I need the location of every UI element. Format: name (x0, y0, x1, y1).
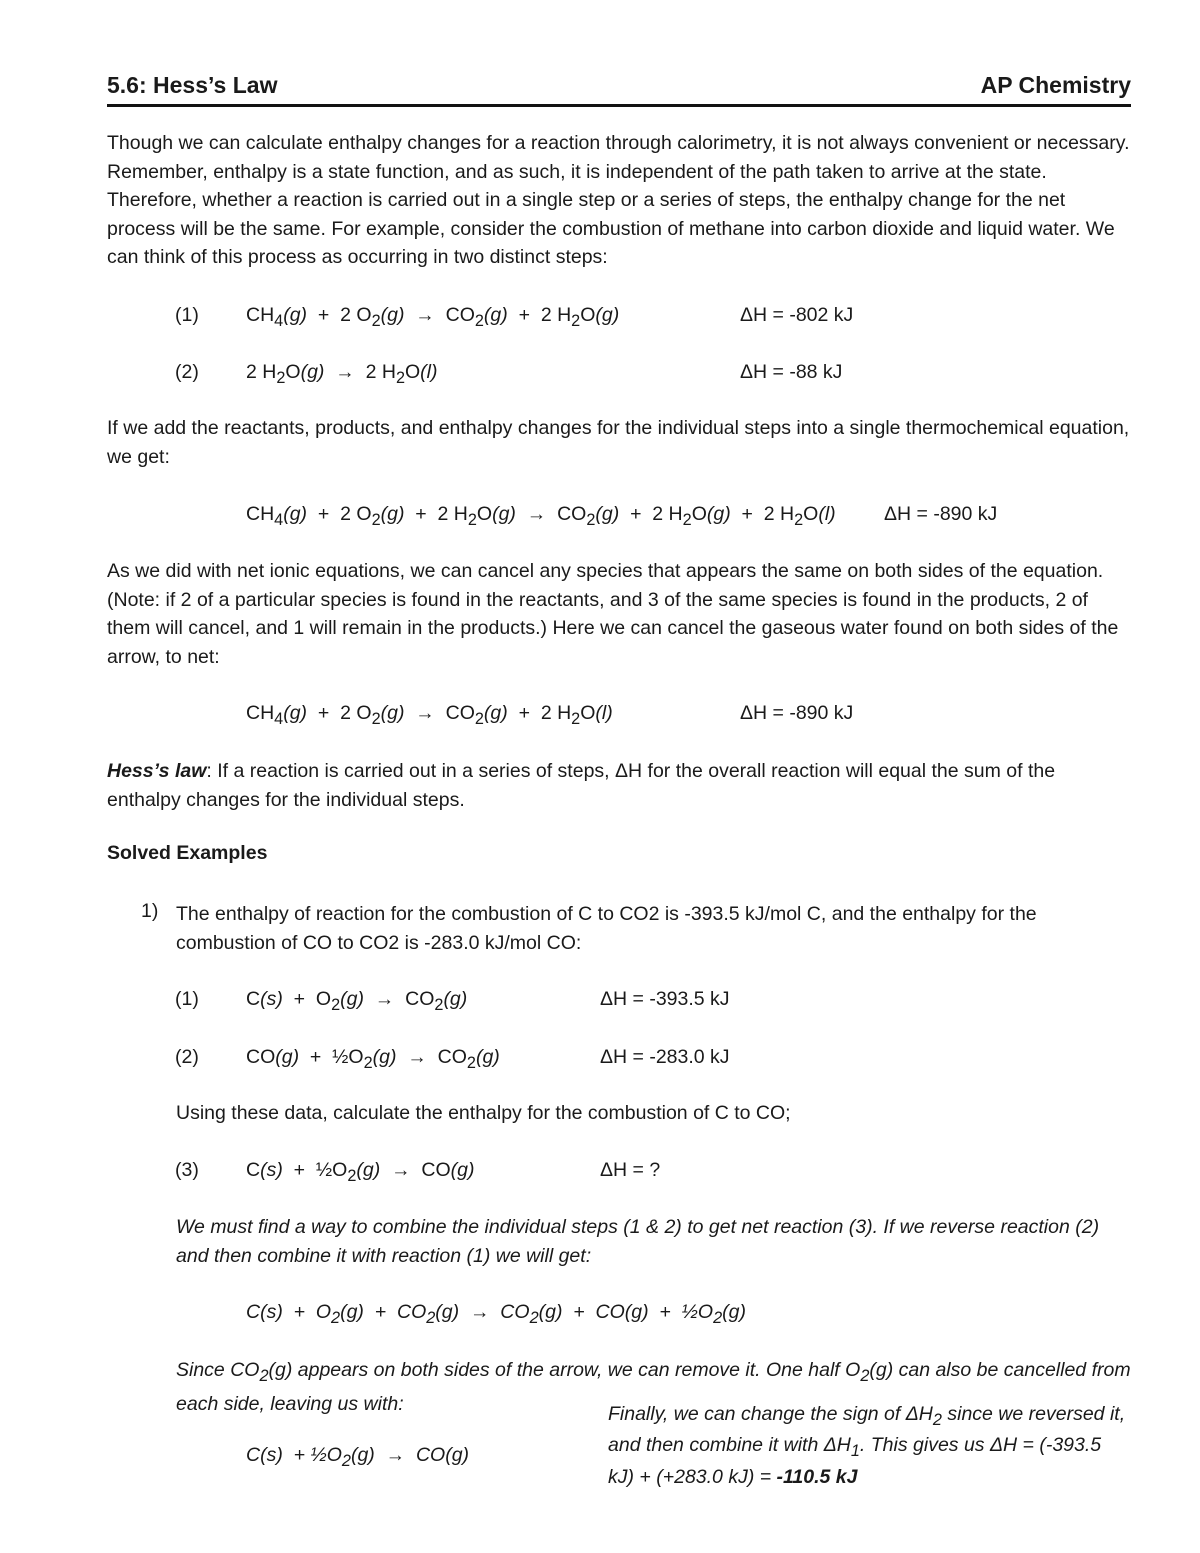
step-2-number: (2) (175, 361, 199, 383)
page-title: 5.6: Hess’s Law (107, 72, 278, 98)
reaction-3-equation: $C(s) + \frac{1}{2}O_2(g) \to CO(g)$ (246, 1159, 475, 1185)
solved-examples-heading: Solved Examples (107, 842, 268, 864)
finally-text-c: . This gives us ΔH = (-393.5 kJ) + (+283.0 kJ) = (608, 1434, 1102, 1488)
combine-steps-text: We must find a way to combine the individual steps (1 & 2) to get net reaction (3). If we reverse reaction (2) and then combine it with reaction (1) we will get: (176, 1216, 1100, 1267)
add-paragraph: If we add the reactants, products, and enthalpy changes for the individual steps into a single thermochemical equation, we get: (107, 417, 1130, 468)
hess-law-text: : If a reaction is carried out in a series of steps, ΔH for the overall reaction will equal the sum of the enthalpy changes for the individual steps. (107, 760, 1056, 811)
step-1-enthalpy: ΔH = -802 kJ (740, 304, 854, 326)
step-2-enthalpy: ΔH = -88 kJ (740, 361, 843, 383)
hess-law-definition (107, 757, 1131, 814)
example-1-text: The enthalpy of reaction for the combustion of C to CO2 is -393.5 kJ/mol C, and the enthalpy for the combustion of CO to CO2 is -283.0 kJ/mol CO: (176, 903, 1037, 954)
final-equation: $C(s) + \frac{1}{2}O_2(g) \to CO(g)$ (246, 1444, 470, 1470)
since-text-b: (g) appears on both sides of the arrow, we can remove it. One half O (268, 1359, 861, 1381)
finally-text-a: Finally, we can change the sign of ΔH (608, 1403, 933, 1425)
final-answer-value: -110.5 kJ (776, 1465, 858, 1488)
step-2-equation: 2 $H_2O(g) \to 2$ $H_2O(l)$ (246, 361, 438, 387)
cancel-co2-text: Since $CO_2(g)$ appears on both sides of the arrow, we can remove it. One half $O_2(g)$ can also be cancelled from each side, leaving us with: (176, 1359, 1131, 1416)
combined-equation: $CH_4(g) + 2$ $O_2(g) + 2$ $H_2O(g) \to CO_2(g) + 2$ $H_2O(g) + 2$ $H_2O(l)$ (246, 503, 836, 529)
reaction-2-equation: $CO(g) + \frac{1}{2}O_2(g) \to CO_2(g)$ (246, 1046, 500, 1072)
example-1-number: 1) (141, 900, 159, 922)
since-text-c: (g) can also be cancelled from each side, leaving us with: (176, 1359, 1131, 1416)
reaction-3-number: (3) (175, 1159, 199, 1181)
finally-text-b: since we reversed it, and then combine it with ΔH (608, 1403, 1126, 1457)
using-data-text: Using these data, calculate the enthalpy for the combustion of C to CO; (176, 1102, 791, 1124)
since-text-a: Since CO (176, 1359, 260, 1381)
reaction-3-enthalpy: ΔH = ? (600, 1159, 661, 1181)
reaction-2-number: (2) (175, 1046, 199, 1068)
hess-law-term: Hess’s law (107, 760, 207, 782)
net-enthalpy: ΔH = -890 kJ (740, 702, 854, 724)
reaction-1-number: (1) (175, 988, 199, 1010)
intermediate-equation: $C(s) + O_2(g) + CO_2(g) \to CO_2(g) + CO(g)$ + $\frac{1}{2}O_2(g)$ (246, 1301, 746, 1327)
cancel-paragraph: As we did with net ionic equations, we can cancel any species that appears the same on both sides of the equation. (Note: if 2 of a particular species is found in the reactants, and 3 of the same species is found in the products, 2 of them will cancel, and 1 will remain in the products.) Here we can cancel the gaseous water found on both sides of the arrow, to net: (107, 560, 1119, 668)
intro-paragraph: Though we can calculate enthalpy changes for a reaction through calorimetry, it is not always convenient or necessary. Remember, enthalpy is a state function, and as such, it is independent of the path taken to arrive at the state. Therefore, whether a reaction is carried out in a single step or a series of steps, the enthalpy change for the net process will be the same. For example, consider the combustion of methane into carbon dioxide and liquid water. We can think of this process as occurring in two distinct steps: (107, 132, 1130, 269)
reaction-1-equation: $C(s) + O_2(g) \to CO_2(g)$ (246, 988, 468, 1014)
net-equation: $CH_4(g) + 2$ $O_2(g) \to CO_2(g) + 2$ $H_2O(l)$ (246, 702, 613, 728)
step-1-equation: $CH_4(g) + 2$ $O_2(g) \to CO_2(g) + 2$ $H_2O(g)$ (246, 304, 620, 330)
step-1-number: (1) (175, 304, 199, 326)
page-header (107, 70, 1131, 107)
reaction-1-enthalpy: ΔH = -393.5 kJ (600, 988, 730, 1010)
final-answer-note: Finally, we can change the sign of $\Delta H_2$ since we reversed it, and then combine it with $\Delta H_1$. This gives us ΔH = (-393.5 kJ) + (+283.0 kJ) = -110.5 kJ (608, 1403, 1126, 1488)
course-title: AP Chemistry (980, 72, 1131, 98)
reaction-2-enthalpy: ΔH = -283.0 kJ (600, 1046, 730, 1068)
combined-enthalpy: ΔH = -890 kJ (884, 503, 998, 525)
